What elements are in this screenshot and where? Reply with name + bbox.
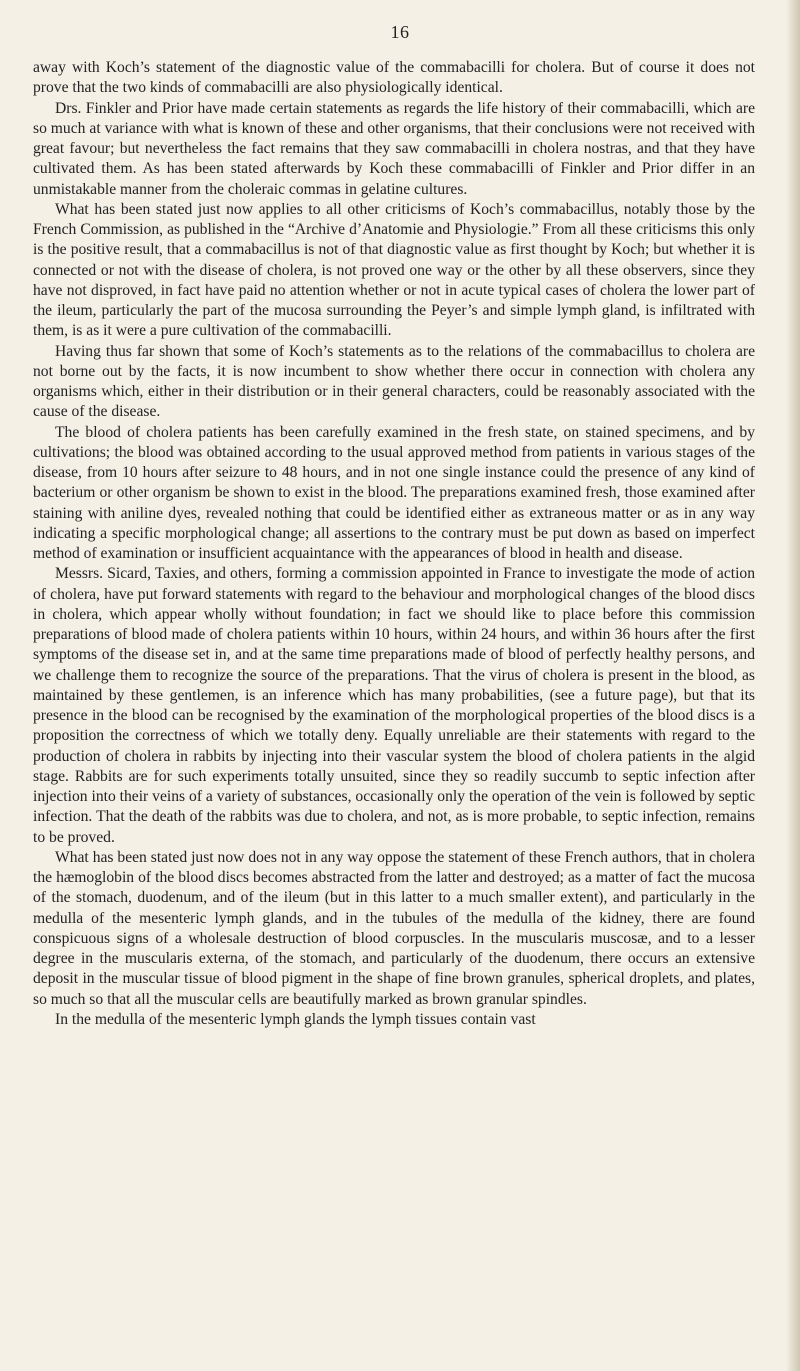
body-text	[33, 58, 755, 1030]
paragraph: What has been stated just now applies to all other criticisms of Koch’s commabacillus, notably those by the French Commission, as published in the “Archive d’Anatomie and Physiologie.” From all these criticisms this only is the positive result, that a commabacillus is not of that diagnostic value as first thought by Koch; but whether it is connected or not with the disease of cholera, is not proved one way or the other by all these observers, since they have not disproved, in fact have paid no attention whether or not in acute typical cases of cholera the lower part of the ileum, particularly the part of the mucosa surrounding the Peyer’s and simple lymph gland, is infiltrated with them, is as it were a pure cultivation of the commabacilli.	[33, 200, 755, 340]
page-edge-shadow	[786, 0, 800, 1371]
paragraph: Drs. Finkler and Prior have made certain statements as regards the life history of their commabacilli, which are so much at variance with what is known of these and other organisms, that their conclusions were not received with great favour; but nevertheless the fact remains that they saw commabacilli in cholera nostras, and that they have cultivated them. As has been stated afterwards by Koch these commabacilli of Finkler and Prior differ in an unmistakable manner from the choleraic commas in gelatine cultures.	[33, 99, 755, 198]
paragraph: The blood of cholera patients has been carefully examined in the fresh state, on stained specimens, and by cultivations; the blood was obtained according to the usual approved method from patients in various stages of the disease, from 10 hours after seizure to 48 hours, and in not one single instance could the presence of any kind of bacterium or other organism be shown to exist in the blood. The preparations examined fresh, those examined after staining with aniline dyes, revealed nothing that could be identified either as extraneous matter or as in any way indicating a specific morphological change; all assertions to the contrary must be put down as based on imperfect method of examination or insufficient acquaintance with the appearances of blood in health and disease.	[33, 423, 755, 562]
paragraph: away with Koch’s statement of the diagnostic value of the commabacilli for cholera. But of course it does not prove that the two kinds of commabacilli are also physiologically identical.	[33, 59, 755, 97]
paragraph: Having thus far shown that some of Koch’s statements as to the relations of the commabacillus to cholera are not borne out by the facts, it is now incumbent to show whether there occur in connection with cholera any organisms which, either in their distribution or in their general characters, could be reasonably associated with the cause of the disease.	[33, 342, 755, 421]
page-number: 16	[390, 22, 410, 42]
paragraph: Messrs. Sicard, Taxies, and others, forming a commission appointed in France to investigate the mode of action of cholera, have put forward statements with regard to the behaviour and morphological changes of the blood discs in cholera, which appear wholly without foundation; in fact we should like to place before this commission preparations of blood made of cholera patients within 10 hours, within 24 hours, and within 36 hours after the first symptoms of the disease set in, and at the same time preparations made of blood of perfectly healthy persons, and we challenge them to recognize the source of the preparations. That the virus of cholera is present in the blood, as maintained by these gentlemen, is an inference which has many probabilities, (see a future page), but that its presence in the blood can be recognised by the examination of the morphological properties of the blood discs is a proposition the correctness of which we totally deny. Equally unreliable are their statements with regard to the production of cholera in rabbits by injecting into their vascular system the blood of cholera patients in the algid stage. Rabbits are for such experiments totally unsuited, since they so readily succumb to septic infection after injection into their veins of a variety of substances, occasionally only the operation of the vein is followed by septic infection. That the death of the rabbits was due to cholera, and not, as is more probable, to septic infection, remains to be proved.	[33, 565, 755, 846]
paragraph: In the medulla of the mesenteric lymph glands the lymph tissues contain vast	[55, 1010, 536, 1028]
paragraph: What has been stated just now does not in any way oppose the statement of these French authors, that in cholera the hæmoglobin of the blood discs becomes abstracted from the latter and destroyed; as a matter of fact the mucosa of the stomach, duodenum, and of the ileum (but in this latter to a much smaller extent), and particularly in the medulla of the mesenteric lymph glands, and in the tubules of the medulla of the kidney, there are found conspicuous signs of a wholesale destruction of blood corpuscles. In the muscularis muscosæ, and to a lesser degree in the muscularis externa, of the stomach, and particularly of the duodenum, there occurs an extensive deposit in the muscular tissue of blood pigment in the shape of fine brown granules, spherical droplets, and plates, so much so that all the muscular cells are beautifully marked as brown granular spindles.	[33, 848, 755, 1008]
